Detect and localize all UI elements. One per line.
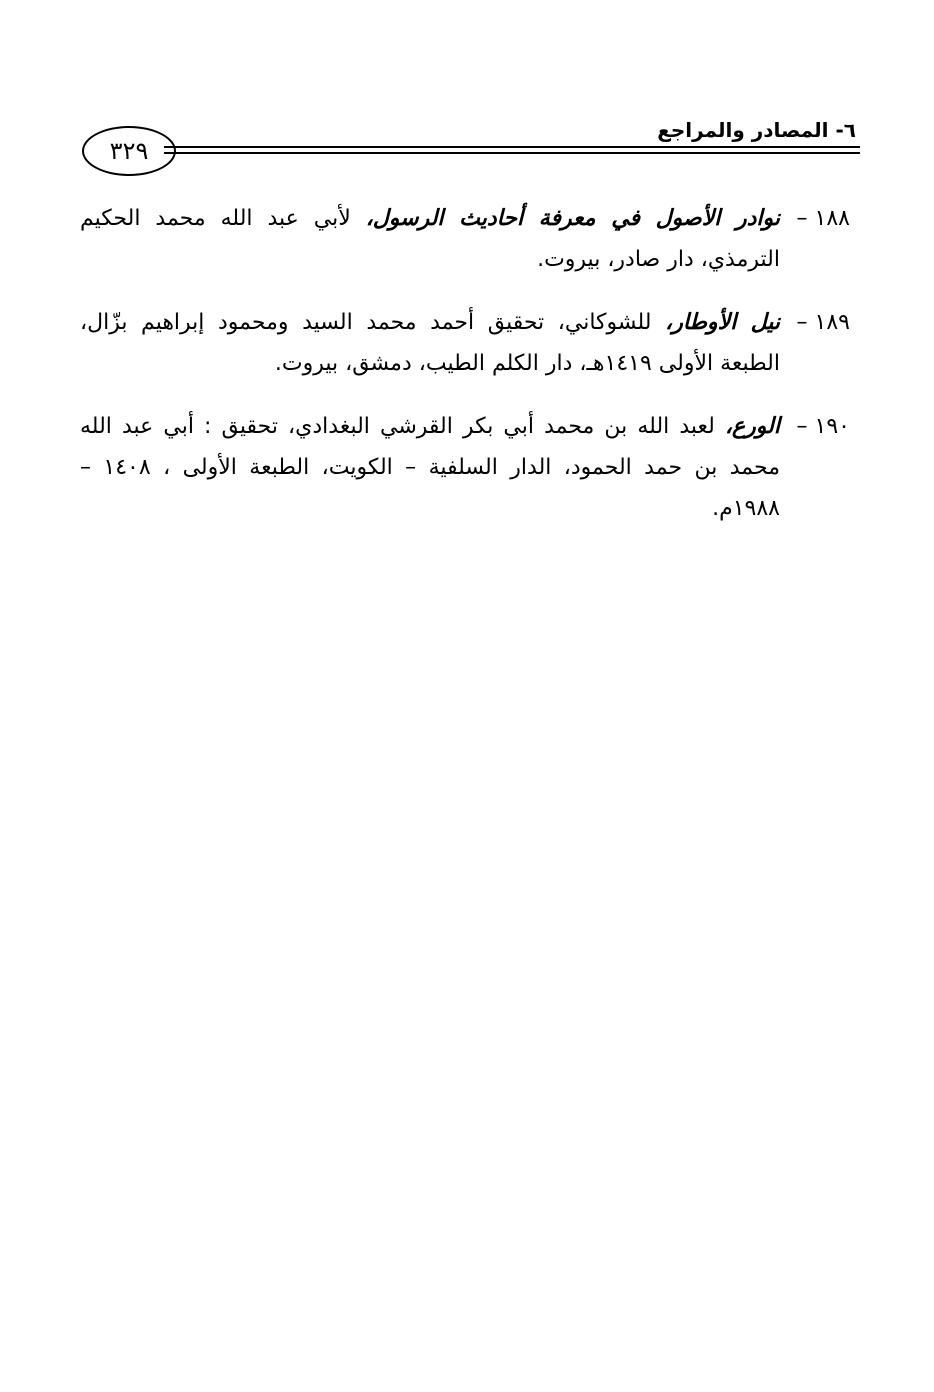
header-rule-bottom	[164, 152, 860, 154]
header-rule-top	[164, 146, 860, 148]
bibliography-entry	[80, 406, 850, 529]
entry-text: لأبي عبد الله محمد الحكيم الترمذي، دار صادر، بيروت.	[80, 206, 780, 272]
entry-title: الورع،	[724, 414, 780, 439]
section-title: ٦- المصادر والمراجع	[657, 118, 856, 142]
entry-number: ١٩٠ –	[796, 414, 850, 439]
entry-text: للشوكاني، تحقيق أحمد محمد السيد ومحمود إبراهيم بزّال، الطبعة الأولى ١٤١٩هـ، دار الكلم الطيب، دمشق، بيروت.	[80, 310, 780, 376]
page-header	[82, 112, 860, 182]
bibliography-entry	[80, 198, 850, 280]
page-number-oval	[82, 126, 176, 176]
bibliography-entry	[80, 302, 850, 384]
entry-number: ١٨٨ –	[796, 206, 850, 231]
entry-number: ١٨٩ –	[796, 310, 850, 335]
entry-title: نيل الأوطار،	[665, 310, 780, 335]
entry-title: نوادر الأصول في معرفة أحاديث الرسول،	[365, 206, 780, 231]
entry-text: لعبد الله بن محمد أبي بكر القرشي البغدادي، تحقيق : أبي عبد الله محمد بن حمد الحمود، الدار السلفية – الكويت، الطبعة الأولى ، ١٤٠٨ – ١٩٨٨م.	[80, 414, 780, 521]
bibliography-list	[80, 176, 850, 537]
page-number: ٣٢٩	[109, 137, 149, 165]
